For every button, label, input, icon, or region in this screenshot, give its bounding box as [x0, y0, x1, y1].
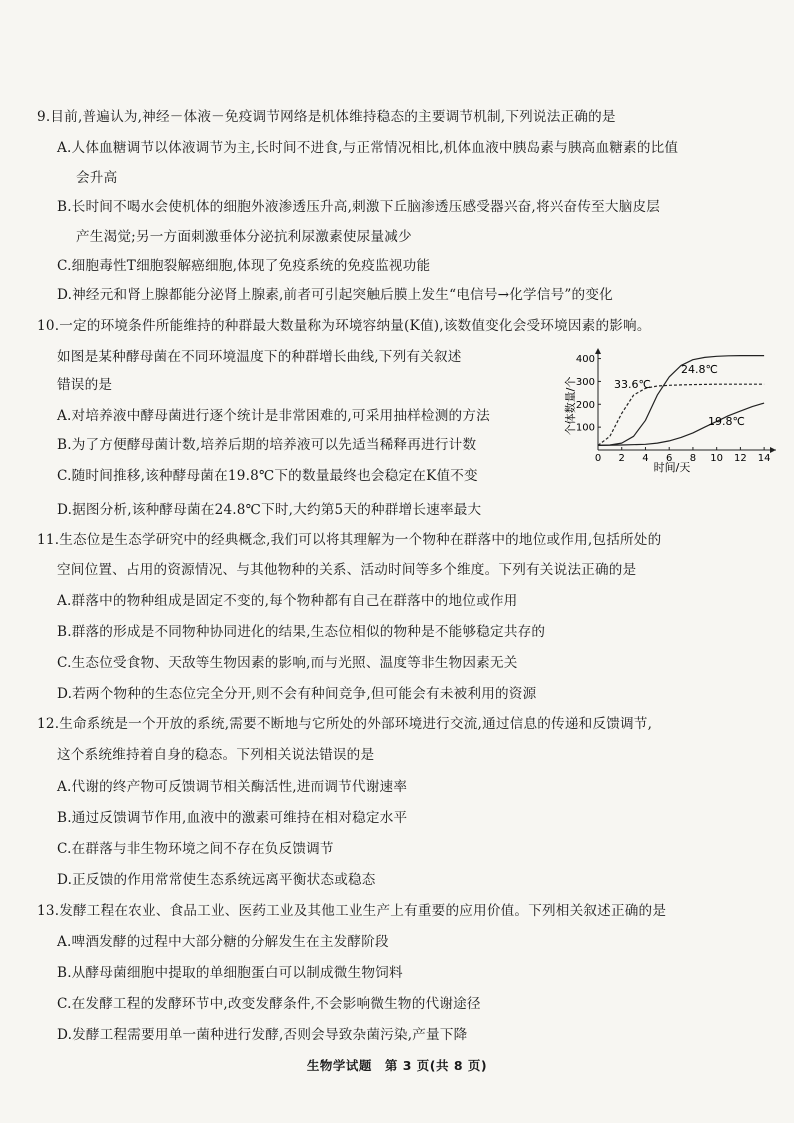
x-tick-label: 12 [734, 453, 747, 464]
q9-option-c: C.细胞毒性T细胞裂解癌细胞,体现了免疫系统的免疫监视功能 [57, 258, 431, 274]
q10-stem-cont2: 错误的是 [57, 377, 113, 393]
q10-option-d: D.据图分析,该种酵母菌在24.8℃下时,大约第5天的种群增长速率最大 [57, 502, 482, 518]
label-24-8: 24.8℃ [681, 363, 718, 376]
x-tick-label: 10 [710, 453, 724, 464]
x-tick-label: 14 [757, 453, 771, 464]
q10-stem-cont: 如图是某种酵母菌在不同环境温度下的种群增长曲线,下列有关叙述 [57, 349, 462, 365]
q12-option-a: A.代谢的终产物可反馈调节相关酶活性,进而调节代谢速率 [57, 779, 408, 795]
q13-option-b: B.从酵母菌细胞中提取的单细胞蛋白可以制成微生物饲料 [57, 965, 403, 981]
q9-option-a-cont: 会升高 [76, 170, 118, 186]
q12-option-d: D.正反馈的作用常常使生态系统远离平衡状态或稳态 [57, 872, 376, 888]
q9-option-b-cont: 产生渴觉;另一方面刺激垂体分泌抗利尿激素使尿量减少 [76, 229, 412, 245]
q9-stem: 9.目前,普遍认为,神经－体液－免疫调节网络是机体维持稳态的主要调节机制,下列说法正确的是 [37, 109, 616, 125]
q13-option-c: C.在发酵工程的发酵环节中,改变发酵条件,不会影响微生物的代谢途径 [57, 996, 481, 1012]
x-axis-label: 时间/天 [653, 461, 691, 474]
y-tick-label: 400 [575, 354, 595, 366]
q9-option-d: D.神经元和肾上腺都能分泌肾上腺素,前者可引起突触后膜上发生“电信号→化学信号”的变化 [57, 287, 613, 303]
y-axis-label: 个体数量/个 [564, 376, 577, 436]
y-tick-label: 300 [575, 376, 595, 388]
x-axis-arrow [770, 447, 776, 453]
q13-stem: 13.发酵工程在农业、食品工业、医药工业及其他工业生产上有重要的应用价值。下列相关叙述正确的是 [37, 903, 667, 919]
q11-option-d: D.若两个物种的生态位完全分开,则不会有种间竞争,但可能会有未被利用的资源 [57, 686, 537, 702]
q9-option-a: A.人体血糖调节以体液调节为主,长时间不进食,与正常情况相比,机体血液中胰岛素与胰高血糖素的比值 [57, 140, 679, 156]
q11-option-b: B.群落的形成是不同物种协同进化的结果,生态位相似的物种是不能够稳定共存的 [57, 624, 546, 640]
label-19-8: 19.8℃ [708, 415, 745, 428]
q11-stem: 11.生态位是生态学研究中的经典概念,我们可以将其理解为一个物种在群落中的地位或作用,包括所处的 [37, 532, 662, 548]
q11-option-a: A.群落中的物种组成是固定不变的,每个物种都有自己在群落中的地位或作用 [57, 593, 518, 609]
q9-option-b: B.长时间不喝水会使机体的细胞外液渗透压升高,刺激下丘脑渗透压感受器兴奋,将兴奋传至大脑皮层 [57, 199, 661, 215]
y-axis-arrow [595, 348, 601, 354]
y-tick-label: 100 [575, 422, 595, 434]
q10-option-c: C.随时间推移,该种酵母菌在19.8℃下的数量最终也会稳定在K值不变 [57, 468, 478, 484]
q13-option-a: A.啤酒发酵的过程中大部分糖的分解发生在主发酵阶段 [57, 934, 389, 950]
x-tick-label: 6 [666, 453, 673, 464]
y-tick-label: 200 [575, 399, 595, 411]
x-tick-label: 4 [642, 453, 649, 464]
q12-option-b: B.通过反馈调节作用,血液中的激素可维持在相对稳定水平 [57, 810, 408, 826]
page-footer: 生物学试题 第 3 页(共 8 页) [306, 1058, 488, 1073]
x-tick-label: 8 [689, 453, 697, 464]
q11-stem-cont: 空间位置、占用的资源情况、与其他物种的关系、活动时间等多个维度。下列有关说法正确的是 [57, 562, 637, 578]
q13-option-d: D.发酵工程需要用单一菌种进行发酵,否则会导致杂菌污染,产量下降 [57, 1027, 468, 1043]
q12-stem: 12.生命系统是一个开放的系统,需要不断地与它所处的外部环境进行交流,通过信息的传递和反馈调节, [37, 716, 653, 732]
q12-option-c: C.在群落与非生物环境之间不存在负反馈调节 [57, 841, 334, 857]
q10-stem: 10.一定的环境条件所能维持的种群最大数量称为环境容纳量(K值),该数值变化会受环境因素的影响。 [37, 318, 651, 334]
q12-stem-cont: 这个系统维持着自身的稳态。下列相关说法错误的是 [57, 747, 375, 763]
population-growth-chart [562, 342, 784, 478]
q10-option-b: B.为了方便酵母菌计数,培养后期的培养液可以先适当稀释再进行计数 [57, 437, 477, 453]
q10-option-a: A.对培养液中酵母菌进行逐个统计是非常困难的,可采用抽样检测的方法 [57, 408, 490, 424]
q11-option-c: C.生态位受食物、天敌等生物因素的影响,而与光照、温度等非生物因素无关 [57, 655, 518, 671]
x-tick-label: 2 [618, 453, 625, 464]
population-growth-chart-svg [562, 342, 784, 478]
label-33-6: 33.6℃ [614, 378, 651, 391]
x-tick-label: 0 [594, 453, 602, 464]
